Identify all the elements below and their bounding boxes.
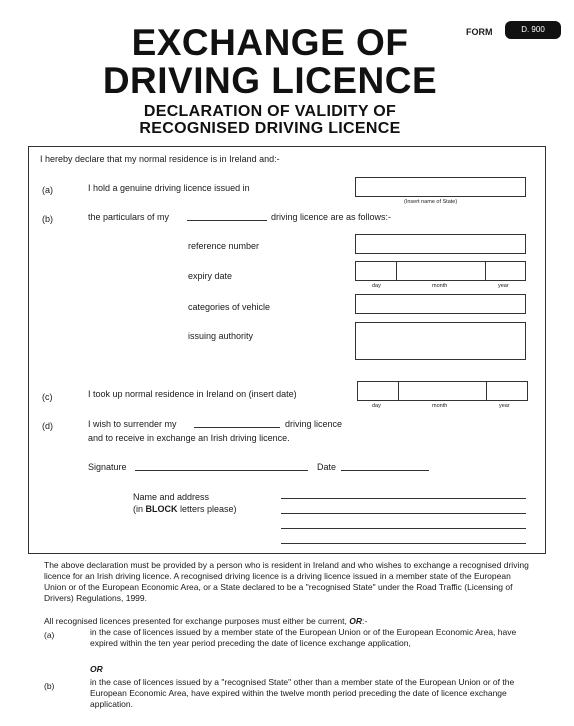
item-d-text-2: driving licence [285,419,343,429]
residence-year-field[interactable] [486,381,528,401]
licence-type-line[interactable] [187,220,267,221]
expiry-day-field[interactable] [355,261,397,281]
expiry-date-label: expiry date [188,271,233,281]
date-label: Date [317,462,337,472]
residence-month-label: month [432,403,448,409]
address-line-4[interactable] [281,543,526,544]
notes-para2-post: :- [361,616,368,626]
reference-number-field[interactable] [355,234,526,254]
item-d-marker: (d) [42,421,53,431]
notes-a-marker: (a) [44,630,55,640]
item-c-text: I took up normal residence in Ireland on (insert date) [88,389,297,399]
notes-a-text: in the case of licences issued by a member state of the European Union or of the European Economic Area, have expired within the ten year period preceding the date of licence exchange application, [90,627,517,648]
block-hint-pre: (in [133,504,146,514]
licence-state-hint: (Insert name of State) [404,199,458,205]
residence-month-field[interactable] [398,381,487,401]
page-subtitle [100,103,440,137]
notes-or-word: OR [90,664,103,674]
declaration-intro: I hereby declare that my normal residence is in Ireland and:- [40,154,280,164]
surrender-licence-line[interactable] [194,427,280,428]
expiry-year-field[interactable] [485,261,526,281]
notes-b-text: in the case of licences issued by a "recognised State" other than a member state of the European Union or of the European Economic Area, have expired within the twelve month period preceding the date of licence exchange application. [90,677,515,709]
issuing-authority-field[interactable] [355,322,526,360]
subtitle-line1: DECLARATION OF VALIDITY OF [143,103,397,120]
block-hint-bold: BLOCK [145,504,178,514]
expiry-month-label: month [432,283,448,289]
signature-label: Signature [88,462,127,472]
notes-para2-or: OR [349,616,362,626]
address-line-1[interactable] [281,498,526,499]
notes-paragraph-1: The above declaration must be provided by a person who is resident in Ireland and who wishes to exchange a recognised driving licence for an Irish driving licence. A recognised driving licence is a driving licence issued in a member state of the European Union or of the European Economic Area, or a State declared to be a "recognised State" under the Road Traffic (Licensing of Drivers) Regulations, 1999. [44,560,529,603]
expiry-year-label: year [498,283,509,289]
item-a-text: I hold a genuine driving licence issued in [88,183,250,193]
notes-b-marker: (b) [44,681,55,691]
reference-number-label: reference number [188,241,260,251]
residence-day-field[interactable] [357,381,399,401]
form-number-badge: D. 900 [505,21,561,39]
residence-day-label: day [372,403,381,409]
issuing-authority-label: issuing authority [188,331,254,341]
item-b-text-2: driving licence are as follows:- [271,212,392,222]
item-b-text-1: the particulars of my [88,212,170,222]
form-label: FORM [466,27,493,37]
notes-para2-pre: All recognised licences presented for exchange purposes must either be current, [44,616,350,626]
expiry-month-field[interactable] [396,261,486,281]
signature-line[interactable] [135,470,308,471]
name-address-hint [133,504,237,515]
item-d-text-3: and to receive in exchange an Irish driving licence. [88,433,290,443]
licence-state-field[interactable] [355,177,526,197]
page-title-line1: EXCHANGE OF [131,22,409,63]
residence-year-label: year [499,403,510,409]
item-b-marker: (b) [42,214,53,224]
date-line[interactable] [341,470,429,471]
notes-paragraph-2 [44,616,532,627]
page-title-line2: DRIVING LICENCE [102,60,438,101]
item-a-marker: (a) [42,185,53,195]
block-hint-post: letters please) [177,504,237,514]
subtitle-line2: RECOGNISED DRIVING LICENCE [139,120,401,137]
address-line-2[interactable] [281,513,526,514]
item-c-marker: (c) [42,392,53,402]
address-line-3[interactable] [281,528,526,529]
name-address-label: Name and address [133,492,210,502]
item-d-text-1: I wish to surrender my [88,419,177,429]
expiry-day-label: day [372,283,381,289]
categories-field[interactable] [355,294,526,314]
categories-label: categories of vehicle [188,302,271,312]
